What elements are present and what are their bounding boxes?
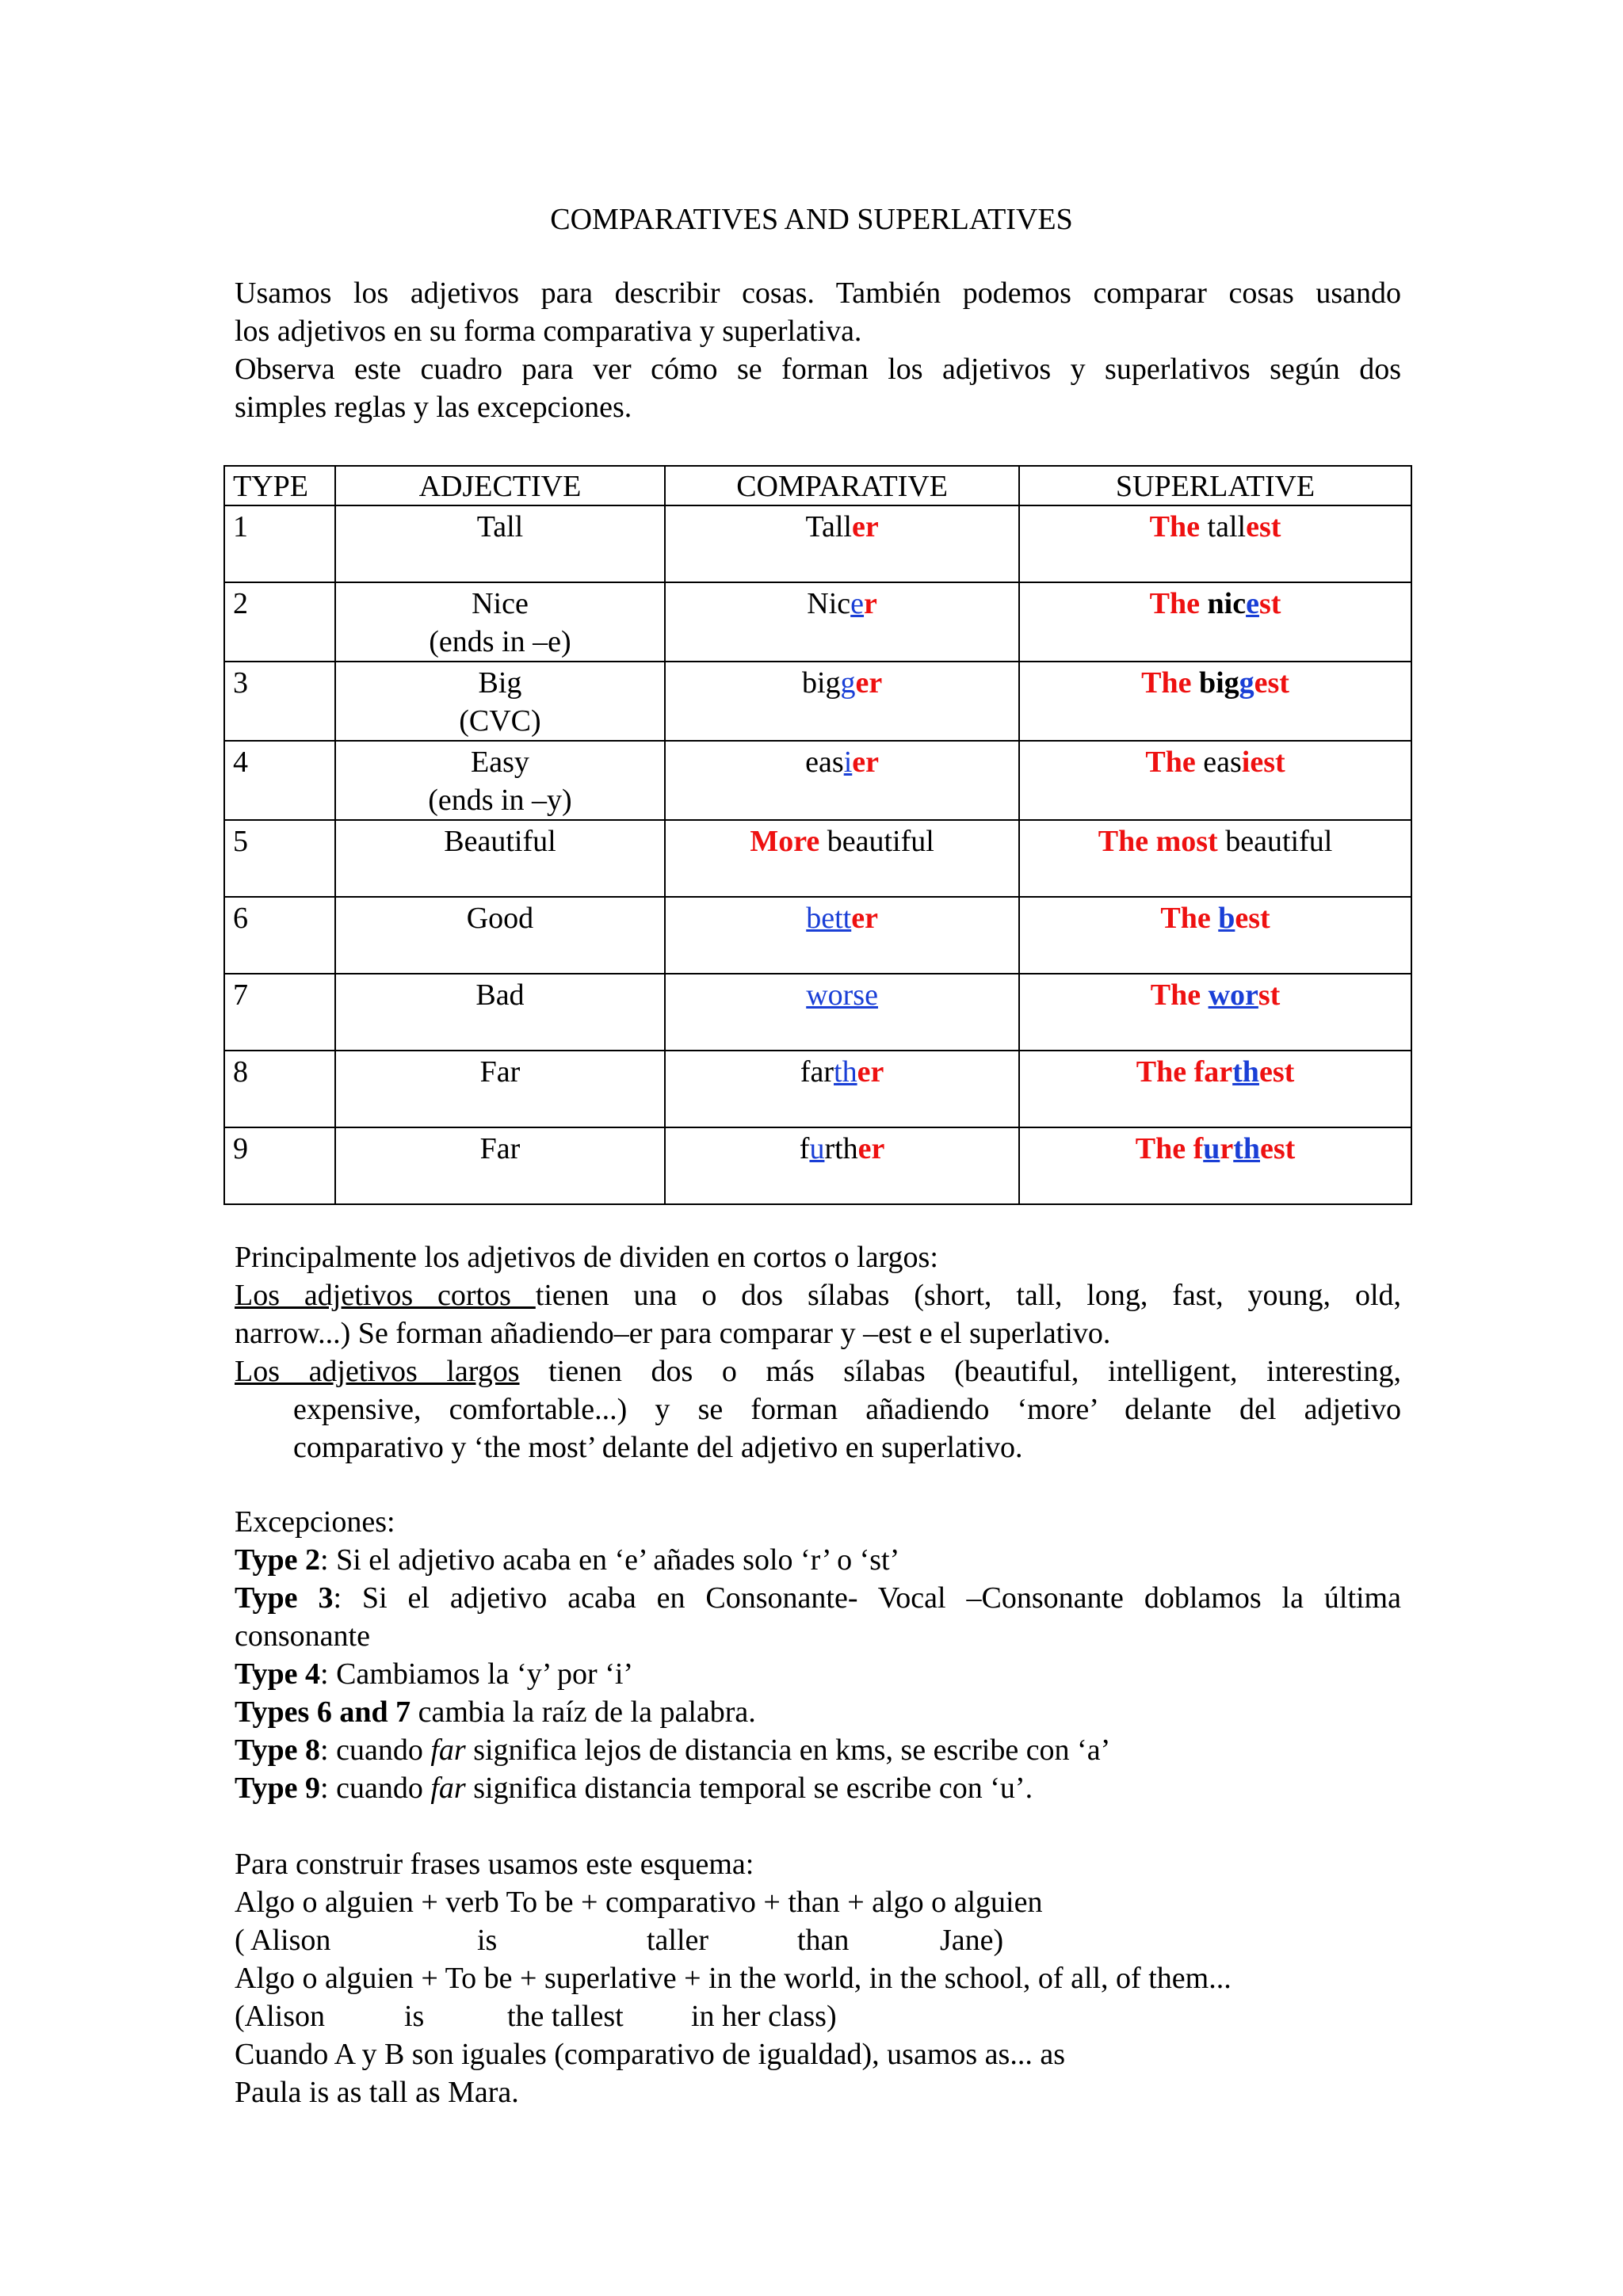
comparative-segment: big <box>801 666 841 700</box>
superlative-segment: nic <box>1207 587 1247 620</box>
exceptions-section <box>235 1503 1401 1807</box>
exception-text: significa lejos de distancia en kms, se escribe con ‘a’ <box>465 1733 1111 1767</box>
type-cell: 1 <box>224 505 335 582</box>
comparative-cell <box>665 1127 1019 1204</box>
comparative-segment: er <box>857 1055 884 1089</box>
superlative-segment: eas <box>1203 746 1242 779</box>
intro-line: simples reglas y las excepciones. <box>235 391 632 424</box>
superlative-cell <box>1019 1127 1411 1204</box>
type-cell: 6 <box>224 897 335 974</box>
example-word: in her class) <box>691 2000 837 2033</box>
scheme-comparative: Algo o alguien + verb To be + comparativo + than + algo o alguien <box>235 1886 1043 1919</box>
comparative-segment: i <box>843 746 853 779</box>
comparative-cell <box>665 741 1019 820</box>
exception-type-2 <box>235 1541 1401 1579</box>
exception-label: Type 3 <box>235 1581 334 1615</box>
superlative-segment: est <box>1260 1132 1296 1165</box>
comparative-segment: r <box>864 587 877 620</box>
superlative-segment: tall <box>1207 510 1247 543</box>
long-adjectives-line: comparativo y ‘the most’ delante del adjetivo en superlativo. <box>293 1431 1023 1464</box>
exception-far: far <box>430 1772 466 1805</box>
scheme-equality: Cuando A y B son iguales (comparativo de igualdad), usamos as... as <box>235 2038 1065 2071</box>
intro-paragraph <box>235 274 1401 426</box>
exception-text: significa distancia temporal se escribe con ‘u’. <box>465 1772 1033 1805</box>
exception-label: Type 2 <box>235 1543 321 1577</box>
adjective-word: Bad <box>475 978 525 1012</box>
short-adjectives-text: tienen una o dos sílabas (short, tall, long, fast, young, old, <box>535 1279 1401 1312</box>
superlative-segment: e <box>1246 587 1259 620</box>
comparative-cell <box>665 1051 1019 1127</box>
exception-type-3 <box>235 1579 1401 1617</box>
intro-line: los adjetivos en su forma comparativa y superlativa. <box>235 315 862 348</box>
superlative-segment: The <box>1149 587 1208 620</box>
exception-far: far <box>430 1733 466 1767</box>
superlative-segment: wor <box>1208 978 1258 1012</box>
adjective-note: (ends in –e) <box>429 625 571 658</box>
superlative-cell <box>1019 1051 1411 1127</box>
superlative-cell <box>1019 505 1411 582</box>
superlative-segment: The f <box>1135 1132 1204 1165</box>
exception-text: : Cambiamos la ‘y’ por ‘i’ <box>320 1657 634 1691</box>
superlative-segment: The <box>1141 666 1199 700</box>
superlative-cell <box>1019 974 1411 1051</box>
exception-text: cambia la raíz de la palabra. <box>411 1695 756 1729</box>
example-word: taller <box>647 1924 709 1957</box>
superlative-cell <box>1019 741 1411 820</box>
page-title: COMPARATIVES AND SUPERLATIVES <box>550 203 1073 236</box>
type-cell: 3 <box>224 662 335 741</box>
adjective-cell <box>335 741 665 820</box>
superlative-segment: g <box>1239 666 1254 700</box>
adjective-word: Good <box>466 902 534 935</box>
table-row <box>224 662 1411 741</box>
adjective-word: Big <box>478 666 522 700</box>
table-header-row <box>224 466 1411 505</box>
comparative-segment: rth <box>824 1132 858 1165</box>
comparative-segment: bett <box>806 902 852 935</box>
exception-text: : Si el adjetivo acaba en ‘e’ añades solo ‘r’ o ‘st’ <box>320 1543 900 1577</box>
header-superlative: SUPERLATIVE <box>1019 466 1411 505</box>
comparative-segment: Nic <box>807 587 851 620</box>
adjective-cell <box>335 1051 665 1127</box>
type-cell: 5 <box>224 820 335 897</box>
adjective-cell <box>335 505 665 582</box>
table-row <box>224 505 1411 582</box>
comparative-cell <box>665 897 1019 974</box>
adjective-word: Far <box>479 1055 521 1089</box>
comparative-segment: Tall <box>805 510 852 543</box>
header-comparative: COMPARATIVE <box>665 466 1019 505</box>
exception-label: Type 9 <box>235 1772 321 1805</box>
exception-text: : Si el adjetivo acaba en Consonante- Vocal –Consonante doblamos la última <box>333 1581 1401 1615</box>
type-cell: 9 <box>224 1127 335 1204</box>
superlative-segment: est <box>1254 666 1289 700</box>
superlative-cell <box>1019 820 1411 897</box>
comparative-cell <box>665 662 1019 741</box>
exception-type-4 <box>235 1655 1401 1693</box>
adjective-cell <box>335 582 665 662</box>
adjective-cell <box>335 974 665 1051</box>
superlative-segment: iest <box>1241 746 1285 779</box>
exception-type-3-cont: consonante <box>235 1619 370 1653</box>
superlative-segment: est <box>1258 1055 1295 1089</box>
adjective-note: (CVC) <box>459 704 541 738</box>
comparative-cell <box>665 582 1019 662</box>
exception-type-9 <box>235 1769 1401 1807</box>
example-superlative <box>235 1997 1401 2035</box>
comparative-segment: eas <box>805 746 844 779</box>
adjective-note: (ends in –y) <box>428 784 572 817</box>
short-adjectives-label: Los adjetivos cortos <box>235 1279 536 1312</box>
long-adjectives-text: tienen dos o más sílabas (beautiful, intelligent, interesting, <box>519 1355 1402 1388</box>
comparative-segment: er <box>857 1132 885 1165</box>
example-word: than <box>797 1924 850 1957</box>
example-word: Jane) <box>940 1924 1004 1957</box>
comparative-cell <box>665 974 1019 1051</box>
table-row <box>224 741 1411 820</box>
comparative-cell <box>665 505 1019 582</box>
short-adjectives-line: narrow...) Se forman añadiendo–er para comparar y –est e el superlativo. <box>235 1317 1111 1350</box>
table-row <box>224 820 1411 897</box>
adjective-cell <box>335 820 665 897</box>
division-intro: Principalmente los adjetivos de dividen en cortos o largos: <box>235 1241 938 1274</box>
superlative-segment: big <box>1198 666 1239 700</box>
type-cell: 7 <box>224 974 335 1051</box>
intro-line: Observa este cuadro para ver cómo se forman los adjetivos y superlativos según dos <box>235 353 1401 386</box>
example-word: the tallest <box>507 2000 624 2033</box>
superlative-segment: st <box>1258 587 1281 620</box>
comparative-segment: beautiful <box>827 825 934 858</box>
type-cell: 4 <box>224 741 335 820</box>
adjective-word: Tall <box>476 510 524 543</box>
example-word: ( Alison <box>235 1924 331 1957</box>
superlative-segment: st <box>1258 978 1281 1012</box>
comparative-segment: th <box>834 1055 857 1089</box>
example-equality: Paula is as tall as Mara. <box>235 2076 519 2109</box>
scheme-intro: Para construir frases usamos este esquema: <box>235 1848 754 1881</box>
table-row <box>224 974 1411 1051</box>
comparative-segment: worse <box>806 978 878 1012</box>
exception-label: Type 8 <box>235 1733 321 1767</box>
superlative-cell <box>1019 662 1411 741</box>
long-adjectives-label: Los adjetivos largos <box>235 1355 520 1388</box>
table-row <box>224 582 1411 662</box>
table-row <box>224 897 1411 974</box>
superlative-segment: The <box>1150 978 1209 1012</box>
exception-label: Type 4 <box>235 1657 321 1691</box>
comparative-segment: er <box>852 510 879 543</box>
example-word: is <box>477 1924 498 1957</box>
superlative-cell <box>1019 582 1411 662</box>
superlative-segment: th <box>1233 1132 1261 1165</box>
exceptions-heading: Excepciones: <box>235 1505 395 1539</box>
scheme-superlative: Algo o alguien + To be + superlative + in the world, in the school, of all, of them... <box>235 1962 1232 1995</box>
division-paragraph <box>235 1238 1401 1466</box>
adjective-cell <box>335 1127 665 1204</box>
exception-label: Types 6 and 7 <box>235 1695 411 1729</box>
superlative-segment: u <box>1203 1132 1220 1165</box>
comparative-segment: e <box>850 587 865 620</box>
adjective-word: Easy <box>471 746 529 779</box>
superlative-segment: th <box>1232 1055 1259 1089</box>
superlative-segment: The far <box>1136 1055 1233 1089</box>
comparative-segment: er <box>855 666 883 700</box>
superlative-segment: The <box>1160 902 1219 935</box>
superlative-cell <box>1019 897 1411 974</box>
exception-text: : cuando <box>320 1772 431 1805</box>
adjective-word: Nice <box>472 587 529 620</box>
adjective-word: Far <box>479 1132 521 1165</box>
adjectives-table <box>223 465 1412 1205</box>
comparative-segment: f <box>799 1132 810 1165</box>
header-adjective: ADJECTIVE <box>335 466 665 505</box>
adjective-cell <box>335 662 665 741</box>
adjective-cell <box>335 897 665 974</box>
intro-line: Usamos los adjetivos para describir cosas. También podemos comparar cosas usando <box>235 277 1401 310</box>
example-word: is <box>404 2000 425 2033</box>
comparative-segment: er <box>851 902 878 935</box>
exception-type-8 <box>235 1731 1401 1769</box>
comparative-segment: g <box>840 666 856 700</box>
header-type: TYPE <box>224 466 335 505</box>
adjective-word: Beautiful <box>444 825 556 858</box>
superlative-segment: beautiful <box>1225 825 1333 858</box>
comparative-segment: far <box>800 1055 834 1089</box>
exception-text: : cuando <box>320 1733 431 1767</box>
superlative-segment: b <box>1218 902 1235 935</box>
superlative-segment: The most <box>1098 825 1226 858</box>
superlative-segment: est <box>1235 902 1270 935</box>
table-row <box>224 1051 1411 1127</box>
comparative-cell <box>665 820 1019 897</box>
superlative-segment: The <box>1145 746 1204 779</box>
superlative-segment: r <box>1220 1132 1234 1165</box>
short-adjectives-line <box>235 1276 1401 1314</box>
comparative-segment: er <box>852 746 879 779</box>
long-adjectives-line <box>235 1352 1401 1390</box>
superlative-segment: The <box>1149 510 1208 543</box>
comparative-segment: More <box>750 825 827 858</box>
type-cell: 8 <box>224 1051 335 1127</box>
example-comparative <box>235 1921 1401 1959</box>
superlative-segment: est <box>1246 510 1281 543</box>
sentence-scheme-section <box>235 1845 1401 2111</box>
long-adjectives-line: expensive, comfortable...) y se forman añadiendo ‘more’ delante del adjetivo <box>293 1393 1401 1426</box>
table-row <box>224 1127 1411 1204</box>
type-cell: 2 <box>224 582 335 662</box>
comparative-segment: u <box>809 1132 825 1165</box>
exception-type-6-7 <box>235 1693 1401 1731</box>
example-word: (Alison <box>235 2000 325 2033</box>
